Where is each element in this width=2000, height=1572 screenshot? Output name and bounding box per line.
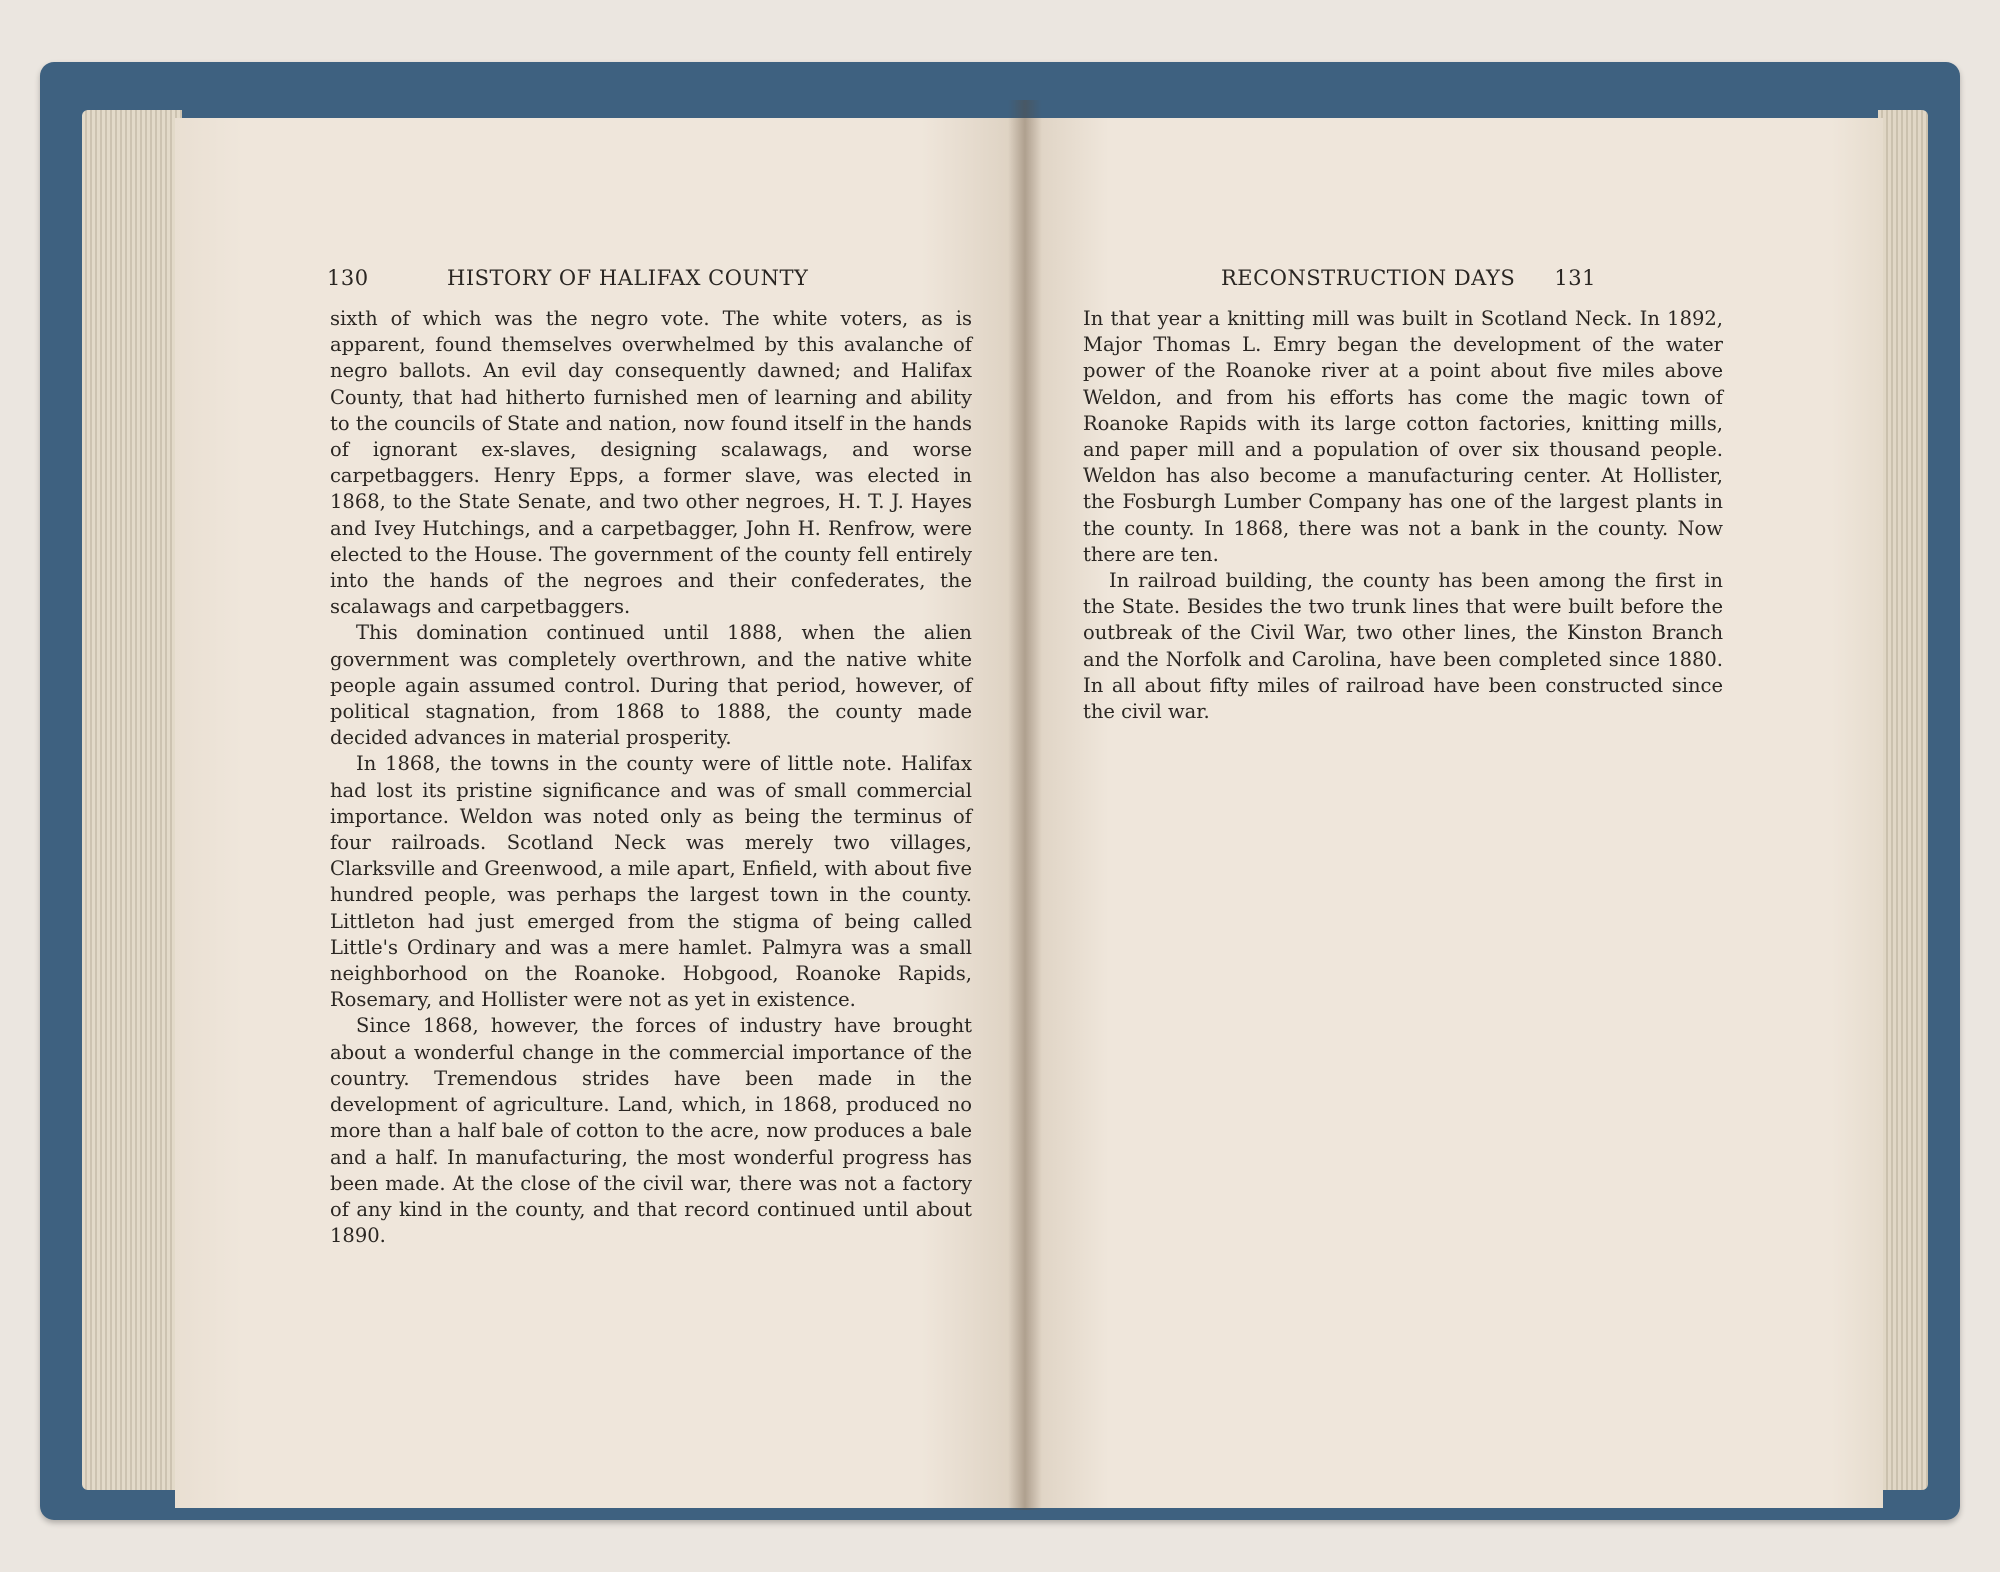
left-page-number: 130	[327, 266, 369, 290]
left-page-body	[330, 306, 972, 1249]
page-edges-left	[82, 110, 182, 1490]
right-page	[1023, 118, 1883, 1508]
paragraph: In 1868, the towns in the county were of little note. Halifax had lost its pristine significance and was of small commercial importance. Weldon was noted only as being the terminus of four railroads. Scotland Neck was merely two villages, Clarksville and Greenwood, a mile apart, Enfield, with about five hundred people, was perhaps the largest town in the county. Littleton had just emerged from the stigma of being called Little's Ordinary and was a mere hamlet. Palmyra was a small neighborhood on the Roanoke. Hobgood, Roanoke Rapids, Rosemary, and Hollister were not as yet in existence.	[330, 752, 972, 1012]
right-page-number: 131	[1554, 266, 1596, 290]
left-running-head	[327, 263, 869, 293]
right-running-head	[1051, 263, 1596, 293]
left-page	[175, 118, 1023, 1508]
paragraph: This domination continued until 1888, when the alien government was completely overthrown, and the native white people again assumed control. During that period, however, of political stagnation, from 1868 to 1888, the county made decided advances in material prosperity.	[330, 621, 972, 750]
book-gutter	[1008, 100, 1042, 1510]
paragraph: sixth of which was the negro vote. The white voters, as is apparent, found themselves overwhelmed by this avalanche of negro ballots. An evil day consequently dawned; and Halifax County, that had hitherto furnished men of learning and ability to the councils of State and nation, now found itself in the hands of ignorant ex-slaves, designing scalawags, and worse carpetbaggers. Henry Epps, a former slave, was elected in 1868, to the State Senate, and two other negroes, H. T. J. Hayes and Ivey Hutchings, and a carpetbagger, John H. Renfrow, were elected to the House. The government of the county fell entirely into the hands of the negroes and their confederates, the scalawags and carpetbaggers.	[330, 307, 972, 619]
paragraph: Since 1868, however, the forces of industry have brought about a wonderful change in the commercial importance of the country. Tremendous strides have been made in the development of agriculture. Land, which, in 1868, produced no more than a half bale of cotton to the acre, now produces a bale and a half. In manufacturing, the most wonderful progress has been made. At the close of the civil war, there was not a factory of any kind in the county, and that record continued until about 1890.	[330, 1014, 972, 1248]
right-running-head-title: RECONSTRUCTION DAYS	[1221, 266, 1516, 290]
right-page-body	[1083, 306, 1723, 725]
paragraph: In that year a knitting mill was built in Scotland Neck. In 1892, Major Thomas L. Emry began the development of the water power of the Roanoke river at a point about five miles above Weldon, and from his efforts has come the magic town of Roanoke Rapids with its large cotton factories, knitting mills, and paper mill and a population of over six thousand people. Weldon has also become a manufacturing center. At Hollister, the Fosburgh Lumber Company has one of the largest plants in the county. In 1868, there was not a bank in the county. Now there are ten.	[1083, 307, 1723, 566]
page-edges-right	[1878, 110, 1928, 1490]
paragraph: In railroad building, the county has been among the first in the State. Besides the two trunk lines that were built before the outbreak of the Civil War, two other lines, the Kinston Branch and the Norfolk and Carolina, have been completed since 1880. In all about fifty miles of railroad have been constructed since the civil war.	[1083, 569, 1723, 724]
left-running-head-title: HISTORY OF HALIFAX COUNTY	[447, 266, 809, 290]
